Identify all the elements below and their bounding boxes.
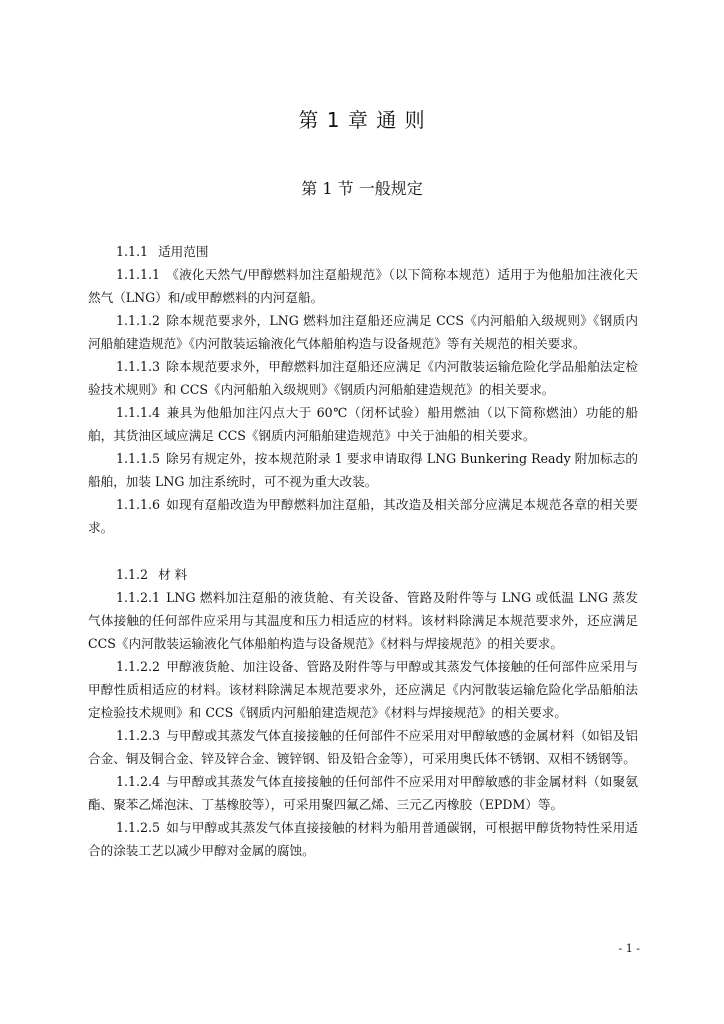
paragraph-1-1-2-4: [88, 770, 638, 816]
page-number: - 1 -: [618, 942, 640, 955]
paragraph-1-1-1-2: [88, 309, 638, 355]
section-gap: [88, 539, 638, 563]
clause-heading-text: 适用范围: [158, 244, 209, 259]
paragraph-number: 1.1.1.6: [116, 497, 161, 512]
document-body: [88, 240, 638, 862]
paragraph-number: 1.1.1.1: [116, 267, 161, 282]
paragraph-1-1-1-4: [88, 401, 638, 447]
paragraph-text: 如现有趸船改造为甲醇燃料加注趸船，其改造及相关部分应满足本规范各章的相关要求。: [88, 497, 638, 535]
paragraph-number: 1.1.1.2: [116, 313, 161, 328]
paragraph-text: 除另有规定外，按本规范附录 1 要求申请取得 LNG Bunkering Ready 附加标志的船舶，加装 LNG 加注系统时，可不视为重大改装。: [88, 451, 638, 489]
paragraph-text: 甲醇液货舱、加注设备、管路及附件等与甲醇或其蒸发气体接触的任何部件应采用与甲醇性质相适应的材料。该材料除满足本规范要求外，还应满足《内河散装运输危险化学品船舶法定检验技术规则》和 CCS《钢质内河船舶建造规范》《材料与焊接规范》的相关要求。: [88, 659, 638, 720]
paragraph-text: 与甲醇或其蒸发气体直接接触的任何部件不应采用对甲醇敏感的非金属材料（如聚氨酯、聚苯乙烯泡沫、丁基橡胶等），可采用聚四氟乙烯、三元乙丙橡胶（EPDM）等。: [88, 774, 638, 812]
paragraph-1-1-2-5: [88, 816, 638, 862]
paragraph-text: 除本规范要求外，LNG 燃料加注趸船还应满足 CCS《内河船舶入级规则》《钢质内河船舶建造规范》《内河散装运输液化气体船舶构造与设备规范》等有关规范的相关要求。: [88, 313, 638, 351]
paragraph-number: 1.1.2.5: [116, 820, 161, 835]
paragraph-1-1-2-3: [88, 724, 638, 770]
paragraph-1-1-1-3: [88, 355, 638, 401]
paragraph-number: 1.1.2.1: [116, 590, 161, 605]
paragraph-text: LNG 燃料加注趸船的液货舱、有关设备、管路及附件等与 LNG 或低温 LNG 蒸发气体接触的任何部件应采用与其温度和压力相适应的材料。该材料除满足本规范要求外，还应满足 CCS《内河散装运输液化气体船舶构造与设备规范》《材料与焊接规范》的相关要求。: [88, 590, 638, 651]
paragraph-1-1-2-1: [88, 586, 638, 655]
clause-heading-1-1-2: [88, 563, 638, 586]
paragraph-number: 1.1.2.3: [116, 728, 161, 743]
clause-heading-text: 材 料: [158, 567, 188, 582]
clause-heading-1-1-1: [88, 240, 638, 263]
clause-number: 1.1.2: [116, 567, 149, 582]
paragraph-number: 1.1.1.3: [116, 359, 161, 374]
paragraph-text: 与甲醇或其蒸发气体直接接触的任何部件不应采用对甲醇敏感的金属材料（如铝及铝合金、铜及铜合金、锌及锌合金、镀锌钢、铅及铅合金等），可采用奥氏体不锈钢、双相不锈钢等。: [88, 728, 638, 766]
paragraph-1-1-1-5: [88, 447, 638, 493]
paragraph-1-1-1-6: [88, 493, 638, 539]
paragraph-text: 兼具为他船加注闪点大于 60℃（闭杯试验）船用燃油（以下简称燃油）功能的船舶，其货油区域应满足 CCS《钢质内河船舶建造规范》中关于油船的相关要求。: [88, 405, 638, 443]
paragraph-text: 除本规范要求外，甲醇燃料加注趸船还应满足《内河散装运输危险化学品船舶法定检验技术规则》和 CCS《内河船舶入级规则》《钢质内河船舶建造规范》的相关要求。: [88, 359, 638, 397]
section-title: 第 1 节 一般规定: [301, 179, 423, 198]
paragraph-text: 如与甲醇或其蒸发气体直接接触的材料为船用普通碳钢，可根据甲醇货物特性采用适合的涂装工艺以减少甲醇对金属的腐蚀。: [88, 820, 638, 858]
clause-number: 1.1.1: [116, 244, 149, 259]
chapter-title: 第 1 章 通 则: [298, 108, 426, 132]
paragraph-text: 《液化天然气/甲醇燃料加注趸船规范》（以下简称本规范）适用于为他船加注液化天然气（LNG）和/或甲醇燃料的内河趸船。: [88, 267, 638, 305]
paragraph-number: 1.1.2.2: [116, 659, 161, 674]
paragraph-1-1-1-1: [88, 263, 638, 309]
paragraph-1-1-2-2: [88, 655, 638, 724]
paragraph-number: 1.1.2.4: [116, 774, 161, 789]
paragraph-number: 1.1.1.5: [116, 451, 161, 466]
paragraph-number: 1.1.1.4: [116, 405, 161, 420]
